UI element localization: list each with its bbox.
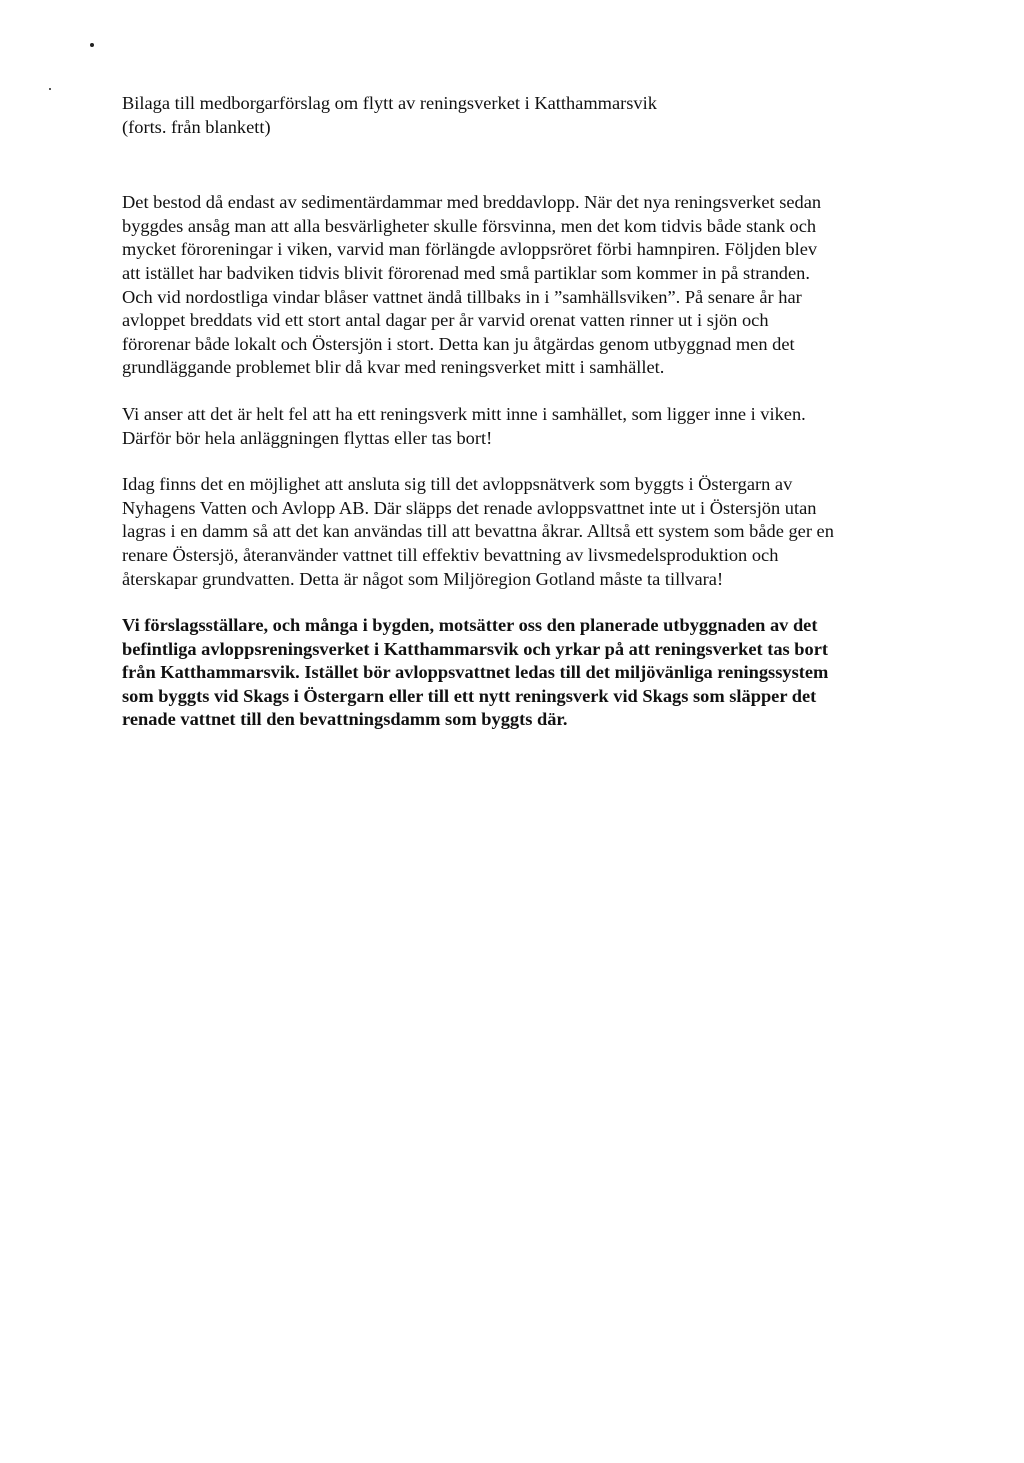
text-line: Det bestod då endast av sedimentärdammar med breddavlopp. När det nya reningsverket sedan — [122, 192, 822, 213]
text-line: renare Östersjö, återanvänder vattnet till effektiv bevattning av livsmedelsproduktion och — [122, 544, 779, 565]
text-line: mycket föroreningar i viken, varvid man förlängde avloppsröret förbi hamnpiren. Följden blev — [122, 239, 818, 260]
scan-speck — [90, 43, 94, 47]
text-line: förorenar både lokalt och Östersjön i stort. Detta kan ju åtgärdas genom utbyggnad men det — [122, 333, 795, 354]
text-line: att istället har badviken tidvis blivit förorenad med små partiklar som kommer in på stranden. — [122, 262, 810, 283]
paragraph-opinion — [122, 403, 922, 450]
text-line: befintliga avloppsreningsverket i Katthammarsvik och yrkar på att reningsverket tas bort — [122, 638, 828, 659]
document-heading — [122, 92, 922, 139]
text-line: grundläggande problemet blir då kvar med reningsverket mitt i samhället. — [122, 357, 665, 378]
text-line: byggdes ansåg man att alla besvärligheter skulle försvinna, men det kom tidvis både stank och — [122, 215, 817, 236]
text-line: lagras i en damm så att det kan användas till att bevattna åkrar. Alltså ett system som både ger en — [122, 521, 834, 542]
paragraph-alternative — [122, 473, 922, 591]
text-line: Därför bör hela anläggningen flyttas eller tas bort! — [122, 427, 493, 448]
text-line: avloppet breddats vid ett stort antal dagar per år varvid orenat vatten rinner ut i sjön och — [122, 310, 769, 331]
scan-speck — [49, 88, 51, 90]
heading-subline: (forts. från blankett) — [122, 116, 271, 137]
text-line: Idag finns det en möjlighet att ansluta sig till det avloppsnätverk som byggts i Östergarn av — [122, 474, 793, 495]
text-line: Vi anser att det är helt fel att ha ett reningsverk mitt inne i samhället, som ligger inne i viken. — [122, 403, 806, 424]
text-line: Nyhagens Vatten och Avlopp AB. Där släpps det renade avloppsvattnet inte ut i Östersjön utan — [122, 497, 817, 518]
text-line: Vi förslagsställare, och många i bygden, motsätter oss den planerade utbyggnaden av det — [122, 615, 818, 636]
text-line: återskapar grundvatten. Detta är något som Miljöregion Gotland måste ta tillvara! — [122, 568, 724, 589]
document-body — [122, 92, 922, 732]
text-line: som byggts vid Skags i Östergarn eller till ett nytt reningsverk vid Skags som släpper det — [122, 685, 817, 706]
paragraph-history — [122, 191, 922, 380]
text-line: från Katthammarsvik. Istället bör avloppsvattnet ledas till det miljövänliga reningssystem — [122, 662, 829, 683]
paragraph-proposal — [122, 614, 922, 732]
text-line: Och vid nordostliga vindar blåser vattnet ändå tillbaks in i ”samhällsviken”. På senare år har — [122, 286, 802, 307]
text-line: renade vattnet till den bevattningsdamm som byggts där. — [122, 709, 568, 730]
heading-line: Bilaga till medborgarförslag om flytt av reningsverket i Katthammarsvik — [122, 93, 657, 113]
